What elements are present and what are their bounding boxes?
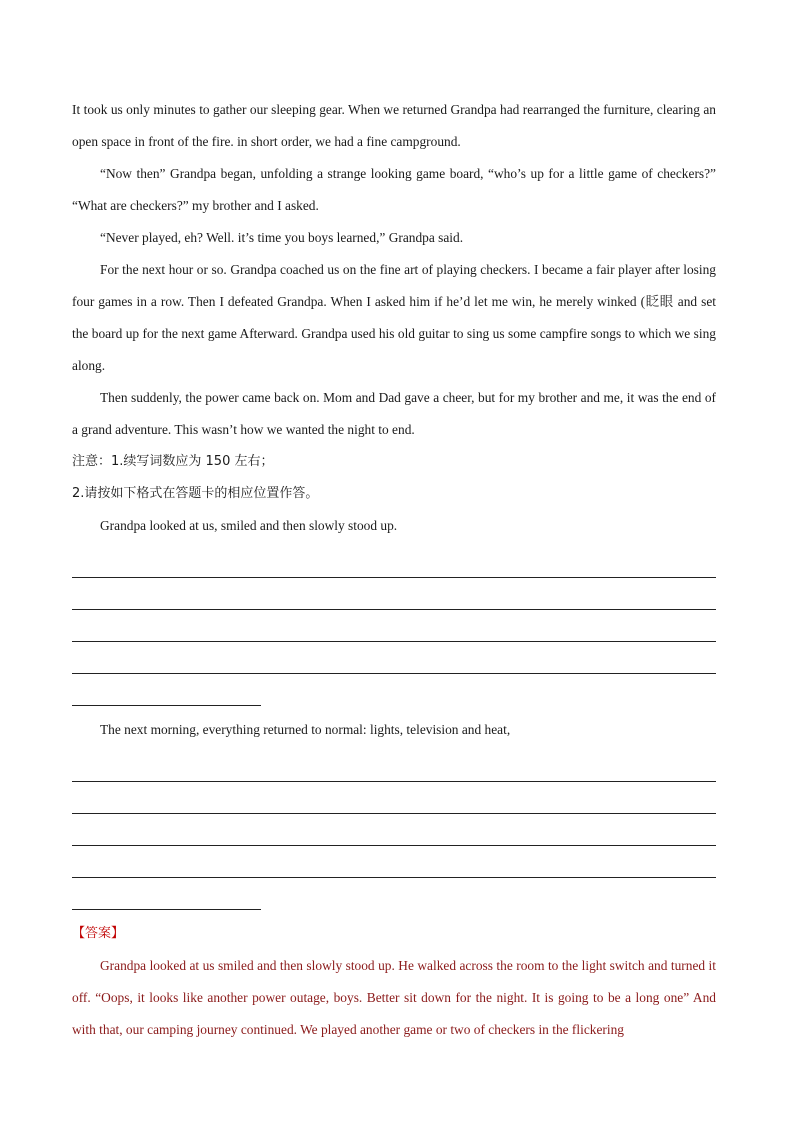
writing-line-short[interactable] [72, 674, 261, 706]
passage-paragraph-5: Then suddenly, the power came back on. Mom and Dad gave a cheer, but for my brother and me, it was the end of a grand adventure. This wasn’t how we wanted the night to end. [72, 390, 716, 437]
passage-paragraph-3: “Never played, eh? Well. it’s time you boys learned,” Grandpa said. [100, 230, 464, 245]
writing-line[interactable] [72, 750, 716, 782]
answer-text: Grandpa looked at us smiled and then slowly stood up. He walked across the room to the light switch and turned it off. “Oops, it looks like another power outage, boys. Better sit down for the night. It is going to be a long one” And with that, our camping journey continued. We played another game or two of checkers in the flickering [72, 958, 716, 1037]
passage-paragraph-2: “Now then” Grandpa began, unfolding a strange looking game board, “who’s up for a little game of checkers?” “What are checkers?” my brother and I asked. [72, 166, 716, 213]
writing-line[interactable] [72, 814, 716, 846]
continuation-prompt-1: Grandpa looked at us, smiled and then slowly stood up. [100, 518, 398, 533]
writing-line[interactable] [72, 782, 716, 814]
passage-paragraph-4: For the next hour or so. Grandpa coached us on the fine art of playing checkers. I became a fair player after losing four games in a row. Then I defeated Grandpa. When I asked him if he’d let me win, he merely winked (眨眼 and set the board up for the next game Afterward. Grandpa used his old guitar to sing us some campfire songs to which we sing along. [72, 262, 716, 373]
passage-paragraph-1: It took us only minutes to gather our sleeping gear. When we returned Grandpa had rearranged the furniture, clearing an open space in front of the fire. in short order, we had a fine campground. [72, 102, 716, 149]
note-format: 2.请按如下格式在答题卡的相应位置作答。 [72, 486, 319, 501]
writing-line[interactable] [72, 610, 716, 642]
note-word-count: 注意：1.续写词数应为 150 左右； [72, 454, 274, 469]
writing-lines-1 [72, 546, 716, 706]
writing-line[interactable] [72, 846, 716, 878]
writing-line-short[interactable] [72, 878, 261, 910]
writing-lines-2 [72, 750, 716, 910]
continuation-prompt-2: The next morning, everything returned to normal: lights, television and heat, [100, 722, 511, 737]
writing-line[interactable] [72, 578, 716, 610]
document-page [72, 94, 716, 1046]
writing-line[interactable] [72, 546, 716, 578]
writing-line[interactable] [72, 642, 716, 674]
answer-label: 【答案】 [72, 926, 125, 941]
